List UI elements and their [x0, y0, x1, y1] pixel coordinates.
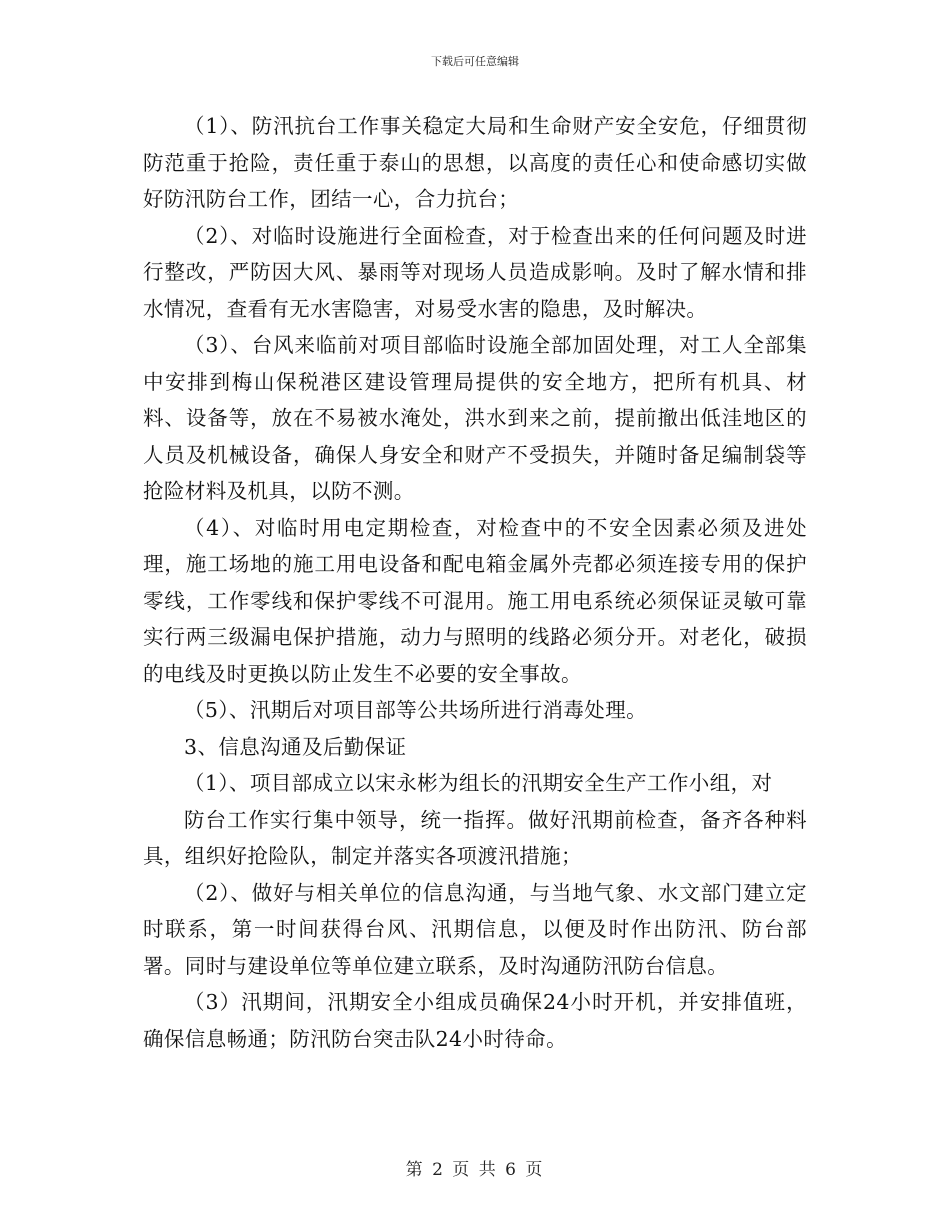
- section3-item-2: （2）、做好与相关单位的信息沟通，与当地气象、水文部门建立定时联系，第一时间获得台风、汛期信息，以便及时作出防汛、防台部署。同时与建设单位等单位建立联系，及时沟通防汛防台信息。: [143, 880, 807, 978]
- paragraph-item-5: （5）、汛期后对项目部等公共场所进行消毒处理。: [184, 698, 647, 722]
- document-body: [143, 108, 807, 1057]
- section-heading: 3、信息沟通及后勤保证: [184, 734, 407, 759]
- paragraph-item-4: （4）、对临时用电定期检查，对检查中的不安全因素必须及进处理，施工场地的施工用电设备和配电箱金属外壳都必须连接专用的保护零线，工作零线和保护零线不可混用。施工用电系统必须保证灵敏可靠实行两三级漏电保护措施，动力与照明的线路必须分开。对老化，破损的电线及时更换以防止发生不必要的安全事故。: [143, 515, 807, 686]
- page-header-note: 下载后可任意编辑: [431, 55, 519, 68]
- section3-item-1-line1: （1）、项目部成立以宋永彬为组长的汛期安全生产工作小组，对: [184, 771, 773, 795]
- section3-item-1-rest: 防台工作实行集中领导，统一指挥。做好汛期前检查，备齐各种料具，组织好抢险队，制定并落实各项渡汛措施；: [143, 807, 807, 868]
- section3-item-1: [143, 765, 807, 875]
- paragraph-item-2: （2）、对临时设施进行全面检查，对于检查出来的任何问题及时进行整改，严防因大风、暴雨等对现场人员造成影响。及时了解水情和排水情况，查看有无水害隐害，对易受水害的隐患，及时解决。: [143, 223, 807, 321]
- section3-item-3: （3）汛期间，汛期安全小组成员确保24小时开机，并安排值班，确保信息畅通；防汛防台突击队24小时待命。: [143, 990, 807, 1051]
- paragraph-item-3: （3）、台风来临前对项目部临时设施全部加固处理，对工人全部集中安排到梅山保税港区建设管理局提供的安全地方，把所有机具、材料、设备等，放在不易被水淹处，洪水到来之前，提前撤出低洼地区的人员及机械设备，确保人身安全和财产不受损失，并随时备足编制袋等抢险材料及机具，以防不测。: [143, 333, 807, 503]
- paragraph-item-1: （1）、防汛抗台工作事关稳定大局和生命财产安全安危，仔细贯彻防范重于抢险，责任重于泰山的思想，以高度的责任心和使命感切实做好防汛防台工作，团结一心，合力抗台；: [143, 114, 807, 211]
- page-number-footer: 第 2 页 共 6 页: [405, 1160, 545, 1180]
